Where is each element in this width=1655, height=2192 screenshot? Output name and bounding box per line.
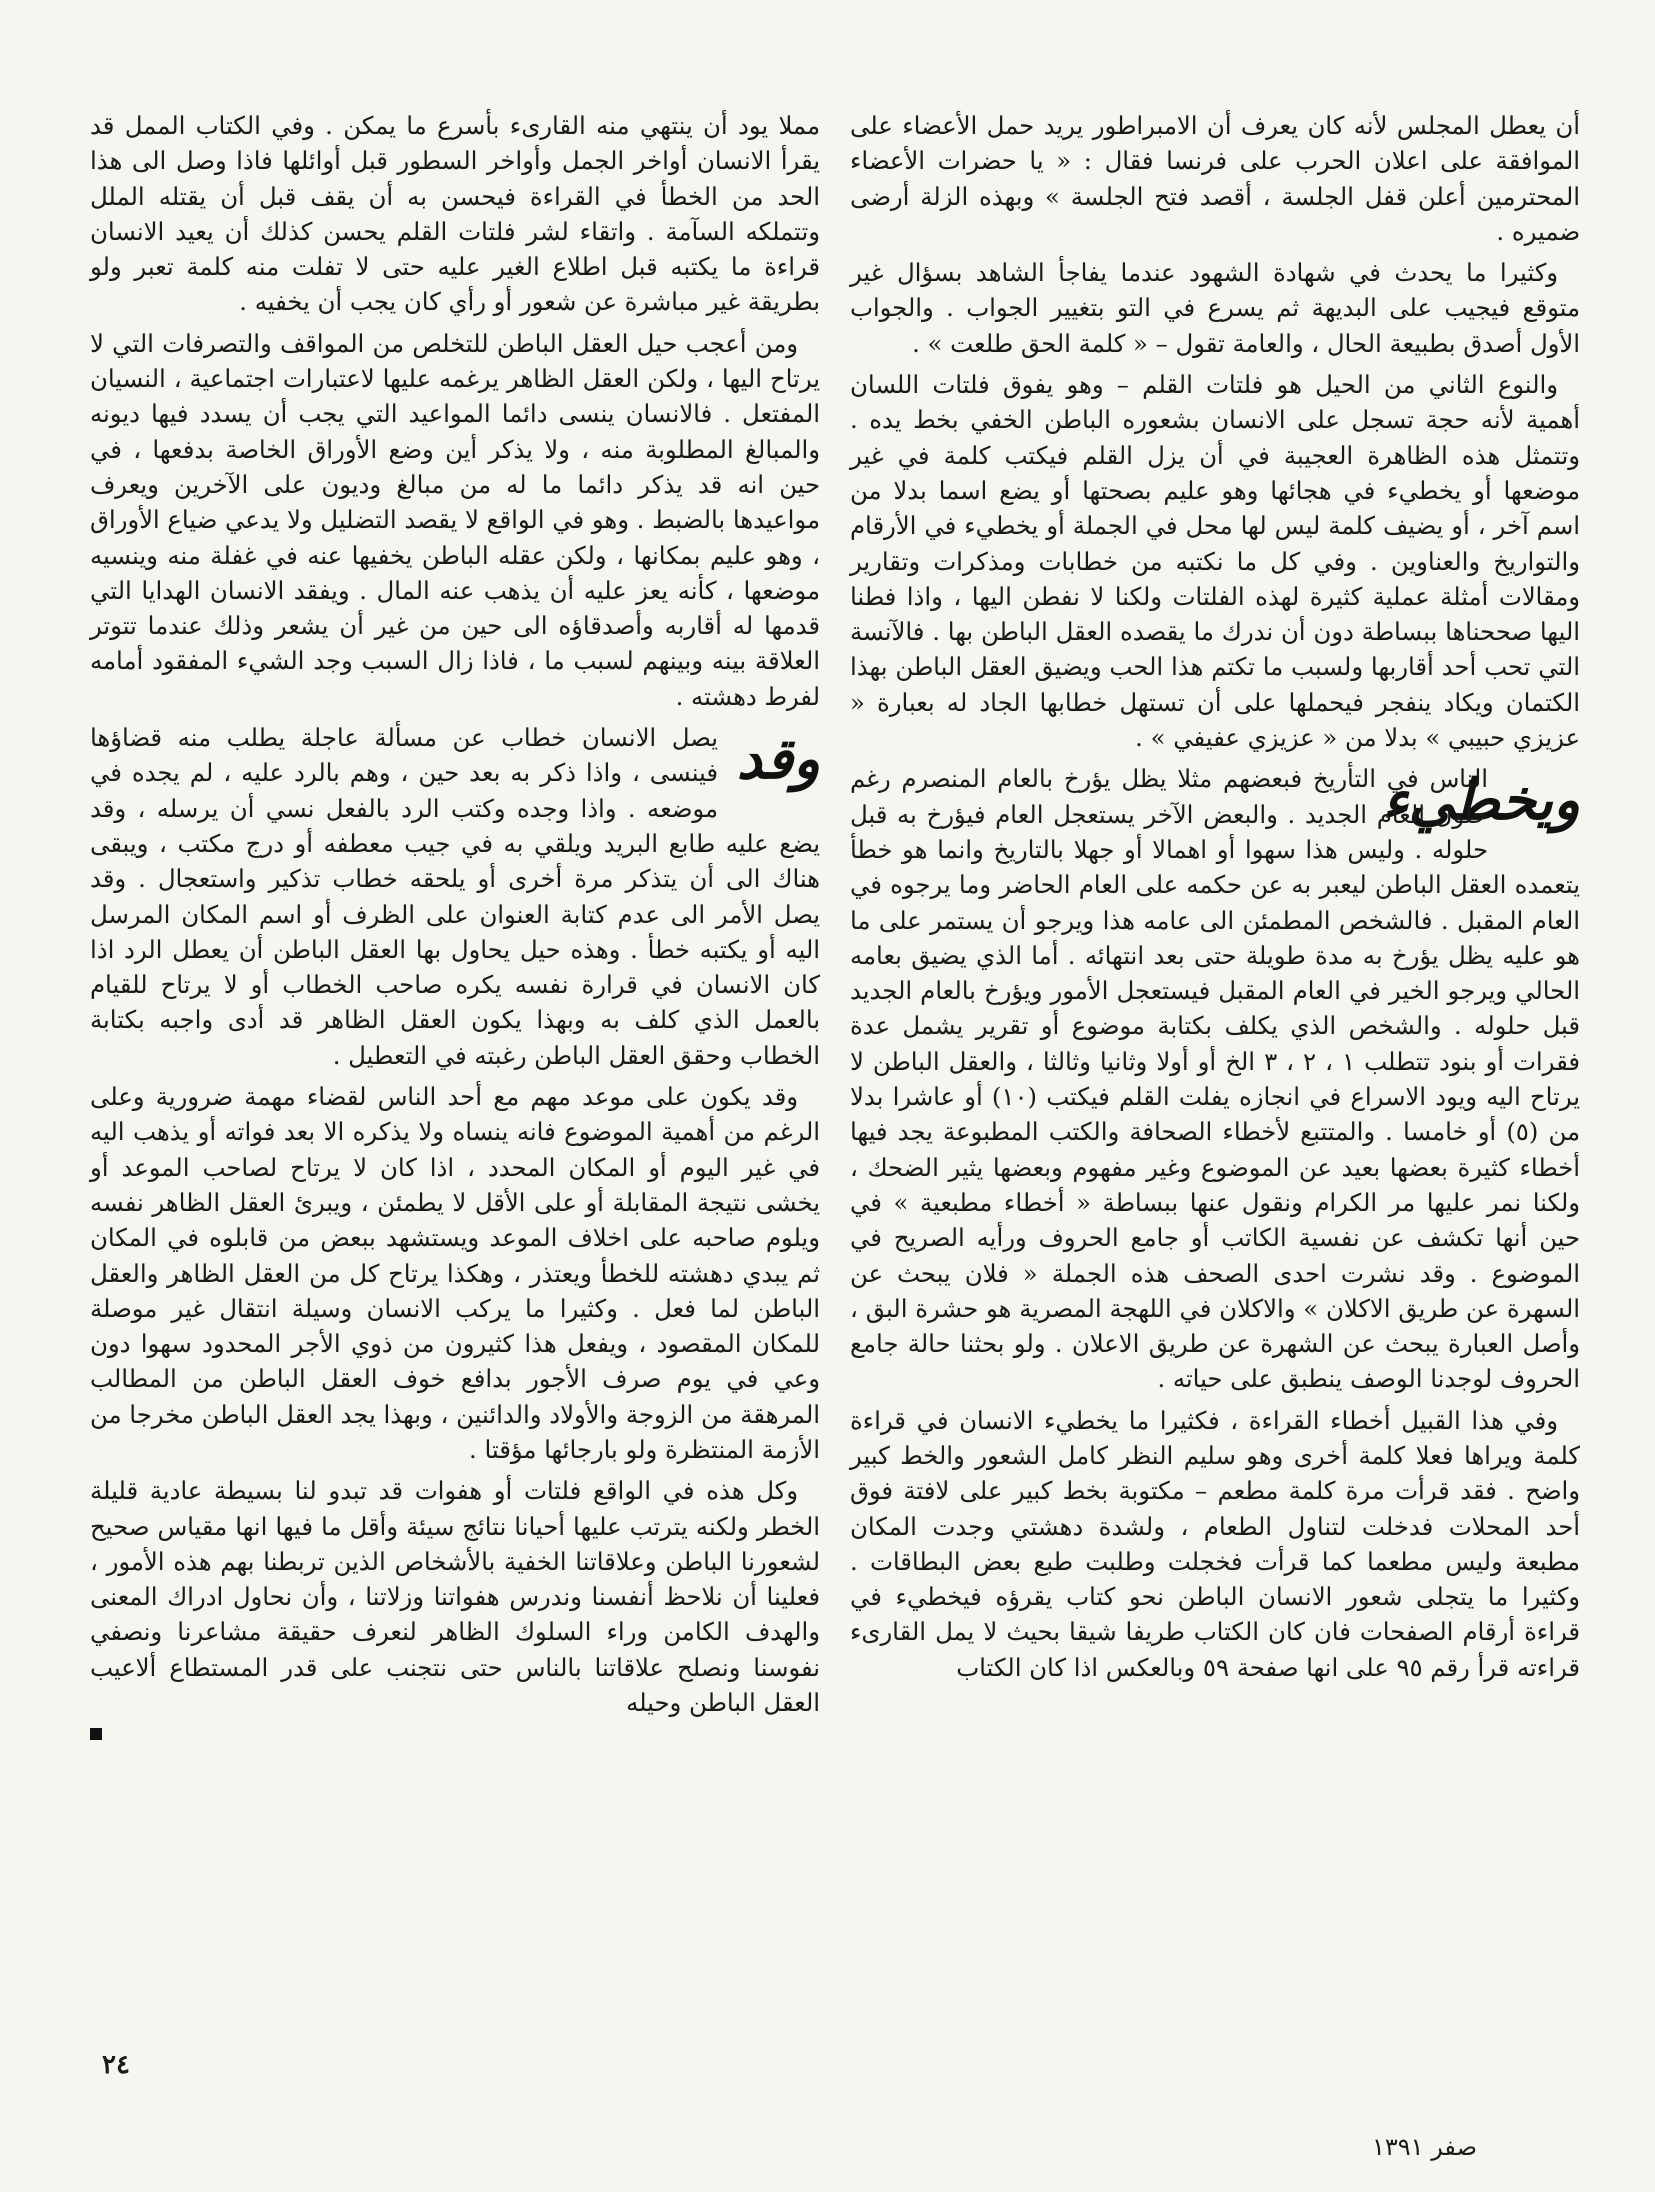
paragraph: مملا يود أن ينتهي منه القارىء بأسرع ما يمكن . وفي الكتاب الممل قد يقرأ الانسان أواخر الجمل وأواخر السطور قبل أوائلها فاذا وصل الى هذا الحد من الخطأ في القراءة فيحسن به أن يقف قبل أن يقتله الملل وتتملكه السآمة . واتقاء لشر فلتات القلم يحسن كذلك أن يعيد الانسان قراءة ما يكتبه قبل اطلاع الغير عليه حتى لا تفلت منه كلمة تعبر ولو بطريقة غير مباشرة عن شعور أو رأي كان يجب أن يخفيه . (90, 111, 820, 317)
drop-cap-word: ويخطيء (1382, 767, 1580, 834)
drop-cap-word: وقد (736, 726, 820, 793)
paragraph (850, 761, 1580, 1396)
right-column (850, 108, 1580, 1691)
paragraph: وفي هذا القبيل أخطاء القراءة ، فكثيرا ما يخطيء الانسان في قراءة كلمة ويراها فعلا كلمة أخرى وهو سليم النظر كامل الشعور والخط كبير واضح . فقد قرأت مرة كلمة مطعم – مكتوبة بخط كبير على لافتة فوق أحد المحلات فدخلت لتناول الطعام ، ولشدة دهشتي وجدت المكان مطبعة وليس مطعما كما قرأت فخجلت وطلبت طبع بعض البطاقات . وكثيرا ما يتجلى شعور الانسان الباطن نحو كتاب يقرؤه فيخطيء في قراءة أرقام الصفحات فان كان الكتاب طريفا شيقا بحيث لا يمل القارىء قراءته قرأ رقم ٩٥ على انها صفحة ٥٩ وبالعكس اذا كان الكتاب (850, 1405, 1580, 1682)
paragraph: وقد يكون على موعد مهم مع أحد الناس لقضاء مهمة ضرورية وعلى الرغم من أهمية الموضوع فانه ينساه ولا يذكره الا بعد فواته أو يذهب اليه في غير اليوم أو المكان المحدد ، اذا كان لا يرتاح لصاحب الموعد أو يخشى نتيجة المقابلة أو على الأقل لا يطمئن ، ويبرئ العقل الظاهر نفسه ويلوم صاحبه على اخلاف الموعد ويستشهد ببعض من قابلوه في المكان ثم يبدي دهشته للخطأ ويعتذر ، وهكذا يرتاح كل من العقل الظاهر والعقل الباطن لما فعل . وكثيرا ما يركب الانسان وسيلة انتقال غير موصلة للمكان المقصود ، ويفعل هذا كثيرون من ذوي الأجر المحدود سهوا دون وعي في يوم صرف الأجور بدافع خوف العقل الباطن من المطالب المرهقة من الزوجة والأولاد والدائنين ، وبهذا يجد العقل الباطن مخرجا من الأزمة المنتظرة ولو بارجائها مؤقتا . (90, 1082, 820, 1464)
end-mark-square (90, 1728, 102, 1740)
left-column (90, 108, 820, 1740)
paragraph: أن يعطل المجلس لأنه كان يعرف أن الامبراطور يريد حمل الأعضاء على الموافقة على اعلان الحرب على فرنسا فقال : « يا حضرات الأعضاء المحترمين أعلن قفل الجلسة ، أقصد فتح الجلسة » وبهذه الزلة أرضى ضميره . (850, 111, 1580, 246)
paragraph: وكل هذه في الواقع فلتات أو هفوات قد تبدو لنا بسيطة عادية قليلة الخطر ولكنه يترتب عليها أحيانا نتائج سيئة وأقل ما فيها انها مقياس صحيح لشعورنا الباطن وعلاقاتنا الخفية بالأشخاص الذين تربطنا بهم هذه الأمور ، فعلينا أن نلاحظ أنفسنا وندرس هفواتنا وزلاتنا ، وأن نحاول ادراك المعنى والهدف الكامن وراء السلوك الظاهر لنعرف حقيقة مشاعرنا ونصفي نفوسنا ونصلح علاقاتنا بالناس حتى نتجنب على قدر المستطاع ألاعيب العقل الباطن وحيله (90, 1476, 820, 1718)
paragraph: والنوع الثاني من الحيل هو فلتات القلم – وهو يفوق فلتات اللسان أهمية لأنه حجة تسجل على الانسان بشعوره الباطن الخفي بخط يده . وتتمثل هذه الظاهرة العجيبة في أن يزل القلم فيكتب كلمة في غير موضعها أو يخطيء في هجائها وهو عليم بصحتها أو يضع اسما بدلا من اسم آخر ، أو يضيف كلمة ليس لها محل في الجملة أو يخطيء في الأرقام والتواريخ والعناوين . وفي كل ما نكتبه من خطابات ومذكرات وتقارير ومقالات أمثلة عملية كثيرة لهذه الفلتات ولكنا لا نفطن اليها ، واذا فطنا اليها صححناها ببساطة دون أن ندرك ما يقصده العقل الباطن بها . فالآنسة التي تحب أحد أقاربها ولسبب ما تكتم هذا الحب ويضيق العقل الباطن بهذا الكتمان ويكاد ينفجر فيحملها على أن تستهل خطابها الجاد له بعبارة « عزيزي حبيبي » بدلا من « عزيزي عفيفي » . (850, 370, 1580, 753)
paragraph: ومن أعجب حيل العقل الباطن للتخلص من المواقف والتصرفات التي لا يرتاح اليها ، ولكن العقل الظاهر يرغمه عليها لاعتبارات اجتماعية ، النسيان المفتعل . فالانسان ينسى دائما المواعيد التي يجب أن يسدد فيها ديونه والمبالغ المطلوبة منه ، ولا يذكر أين وضع الأوراق الخاصة بدفعها ، في حين انه قد يذكر دائما ما له من مبالغ وديون على الآخرين ويعرف مواعيدها بالضبط . وهو في الواقع لا يقصد التضليل ولا يدعي ضياع الأوراق ، وهو عليم بمكانها ، ولكن عقله الباطن يخفيها عنه في غفلة منه وينسيه موضعها ، كأنه يعز عليه أن يذهب عنه المال . ويفقد الانسان الهدايا التي قدمها له أقاربه وأصدقاؤه الى حين من غير أن يشعر وذلك عندما تتوتر العلاقة بينه وبينهم لسبب ما ، فاذا زال السبب وجد الشيء المفقود أمامه لفرط دهشته . (90, 328, 820, 711)
paragraph (90, 720, 820, 1073)
paragraph-text: يصل الانسان خطاب عن مسألة عاجلة يطلب منه قضاؤها فينسى ، واذا ذكر به بعد حين ، وهم بالرد عليه ، لم يجده في موضعه . واذا وجده وكتب الرد بالفعل نسي أن يرسله ، وقد يضع عليه طابع البريد ويلقي به في جيب معطفه أو درج مكتب ، ويبقى هناك الى أن يتذكر مرة أخرى أو يلحقه خطاب تذكير واستعجال . وقد يصل الأمر الى عدم كتابة العنوان على الظرف أو اسم المكان المرسل اليه أو يكتبه خطأ . وهذه حيل يحاول بها العقل الباطن أن يعطل الرد اذا كان الانسان في قرارة نفسه يكره صاحب الخطاب أو لا يرتاح للقيام بالعمل الذي كلف به وبهذا يكون العقل الظاهر قد أدى واجبه بكتابة الخطاب وحقق العقل الباطن رغبته في التعطيل . (90, 723, 820, 1070)
paragraph: وكثيرا ما يحدث في شهادة الشهود عندما يفاجأ الشاهد بسؤال غير متوقع فيجيب على البديهة ثم يسرع في التو بتغيير الجواب . والجواب الأول أصدق بطبيعة الحال ، والعامة تقول – « كلمة الحق طلعت » . (850, 258, 1580, 358)
page-number: ٢٤ (102, 2050, 130, 2080)
paragraph-text: الناس في التأريخ فبعضهم مثلا يظل يؤرخ بالعام المنصرم رغم حلول العام الجديد . والبعض الآخر يستعجل العام فيؤرخ به قبل حلوله . وليس هذا سهوا أو اهمالا أو جهلا بالتاريخ وانما هو خطأ يتعمده العقل الباطن ليعبر به عن حكمه على العام الحاضر وما يرجوه في العام المقبل . فالشخص المطمئن الى عامه هذا ويرجو أن يستمر على ما هو عليه يظل يؤرخ به مدة طويلة حتى بعد انتهائه . أما الذي يضيق بعامه الحالي ويرجو الخير في العام المقبل فيستعجل الأمور ويؤرخ بالعام الجديد قبل حلوله . والشخص الذي يكلف بكتابة موضوع أو تقرير يشمل عدة فقرات أو بنود تتطلب ١ ، ٢ ، ٣ الخ أو أولا وثانيا وثالثا ، والعقل الباطن لا يرتاح اليه ويود الاسراع في انجازه يفلت القلم فيكتب (١٠) أو عاشرا بدلا من (٥) أو خامسا . والمتتبع لأخطاء الصحافة والكتب المطبوعة يجد فيها أخطاء كثيرة بعضها بعيد عن الموضوع وغير مفهوم وبعضها يثير الضحك ، ولكنا نمر عليها مر الكرام ونقول عنها ببساطة « أخطاء مطبعية » في حين أنها تكشف عن نفسية الكاتب أو جامع الحروف ورأيه الصريح في الموضوع . وقد نشرت احدى الصحف هذه الجملة « فلان يبحث عن السهرة عن طريق الاكلان » والاكلان في اللهجة المصرية هو حشرة البق ، وأصل العبارة يبحث عن الشهرة عن طريق الاعلان . ولو بحثنا حالة جامع الحروف لوجدنا الوصف ينطبق على حياته . (850, 764, 1580, 1394)
issue-date: صفر ١٣٩١ (1372, 2133, 1477, 2161)
